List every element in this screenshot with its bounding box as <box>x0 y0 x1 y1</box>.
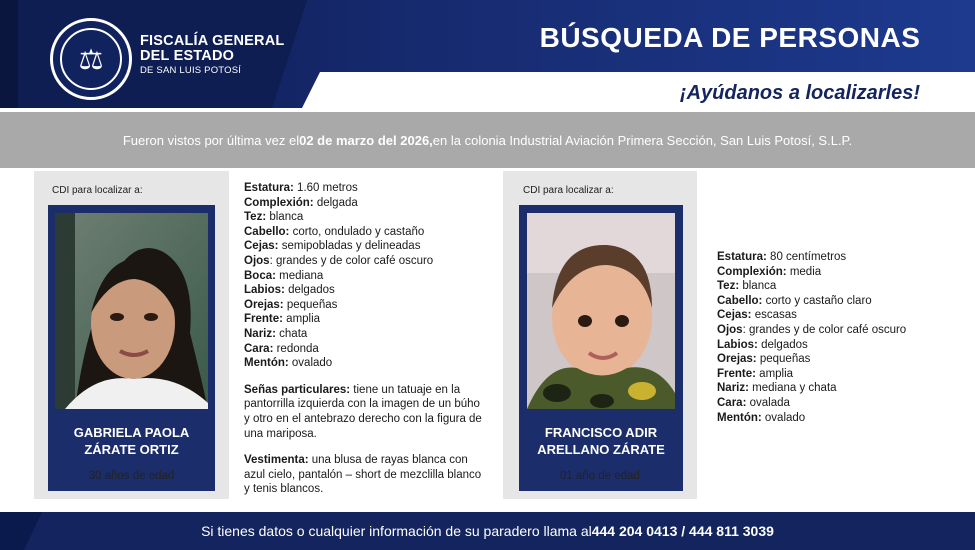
trait-row <box>244 356 484 371</box>
trait-value: ovalada <box>746 396 790 409</box>
trait-label: Cejas: <box>717 309 752 322</box>
trait-value: 80 centímetros <box>766 251 847 263</box>
trait-label: Mentón: <box>244 357 289 370</box>
trait-row <box>244 342 484 357</box>
person-card-2 <box>503 171 697 499</box>
last-seen-banner <box>0 112 975 168</box>
trait-value: ovalado <box>761 411 806 424</box>
trait-row <box>717 308 957 323</box>
traits-list-2 <box>717 250 957 425</box>
trait-value: corto, ondulado y castaño <box>289 225 425 238</box>
trait-row <box>244 210 484 225</box>
trait-label: Labios: <box>717 338 758 351</box>
name-line-2: ARELLANO ZÁRATE <box>537 441 665 457</box>
trait-value: : grandes y de color café oscuro <box>269 254 434 267</box>
trait-row <box>244 312 484 327</box>
trait-row <box>244 196 484 211</box>
trait-label: Mentón: <box>717 411 762 424</box>
trait-label: Nariz: <box>717 382 749 395</box>
trait-value: escasas <box>751 309 797 322</box>
trait-label: Labios: <box>244 284 285 297</box>
trait-label: Cabello: <box>717 294 763 307</box>
senas-label: Señas particulares: <box>244 383 351 396</box>
person-photo-2 <box>527 213 675 409</box>
name-line-2: ZÁRATE ORTIZ <box>84 441 179 457</box>
trait-row <box>244 269 484 284</box>
trait-value: corto y castaño claro <box>762 294 872 307</box>
trait-row <box>717 265 957 280</box>
trait-row <box>717 250 957 265</box>
trait-value: 1.60 metros <box>293 182 358 194</box>
photo-frame <box>519 205 683 491</box>
page-subtitle: ¡Ayúdanos a localizarles! <box>679 82 920 104</box>
trait-label: Frente: <box>244 313 283 326</box>
trait-value: media <box>786 265 822 278</box>
trait-label: Orejas: <box>717 353 757 366</box>
trait-value: mediana <box>275 269 324 282</box>
scales-of-justice-icon: ⚖ <box>60 28 122 90</box>
description-1 <box>244 181 484 497</box>
contact-footer <box>0 512 975 550</box>
person-age-2: 01 año de edad <box>560 470 640 482</box>
trait-value: redonda <box>273 342 319 355</box>
trait-label: Complexión: <box>717 265 787 278</box>
trait-value: ovalado <box>288 357 333 370</box>
trait-value: blanca <box>739 280 777 293</box>
trait-row <box>717 338 957 353</box>
vestimenta-value: una blusa de rayas blanca con azul cielo, pantalón – short de mezclilla blanco y tenis blancos. <box>244 454 482 496</box>
trait-value: amplia <box>755 367 794 380</box>
trait-label: Cabello: <box>244 225 290 238</box>
person-name-2 <box>519 425 683 459</box>
trait-label: Ojos <box>244 254 270 267</box>
trait-label: Estatura: <box>244 182 294 194</box>
trait-label: Frente: <box>717 367 756 380</box>
name-line-1: GABRIELA PAOLA <box>73 425 190 440</box>
trait-row <box>244 239 484 254</box>
trait-value: chata <box>275 327 308 340</box>
trait-label: Ojos <box>717 323 743 336</box>
trait-value: mediana y chata <box>748 382 837 395</box>
trait-value: delgados <box>757 338 808 351</box>
trait-label: Tez: <box>244 211 267 224</box>
cdi-label: CDI para localizar a: <box>52 185 143 196</box>
trait-label: Cara: <box>717 396 747 409</box>
trait-row <box>244 298 484 313</box>
org-line-2: DEL ESTADO <box>140 48 235 65</box>
trait-row <box>717 352 957 367</box>
org-line-3: DE SAN LUIS POTOSÍ <box>140 65 242 77</box>
traits-list-1 <box>244 181 484 371</box>
person-card-1 <box>34 171 229 499</box>
trait-label: Boca: <box>244 269 276 282</box>
trait-row <box>717 396 957 411</box>
trait-label: Estatura: <box>717 251 767 263</box>
org-line-1: FISCALÍA GENERAL <box>140 33 285 49</box>
trait-row <box>244 225 484 240</box>
trait-row <box>717 323 957 338</box>
trait-value: semipobladas y delineadas <box>278 240 421 253</box>
vestimenta-label: Vestimenta: <box>244 454 309 467</box>
trait-label: Nariz: <box>244 327 276 340</box>
trait-row <box>717 367 957 382</box>
footer-text: Si tienes datos o cualquier información de su paradero llama al <box>201 523 592 539</box>
footer-phones: 444 204 0413 / 444 811 3039 <box>591 523 774 539</box>
trait-row <box>244 327 484 342</box>
person-name-1 <box>48 425 215 459</box>
trait-label: Cara: <box>244 342 274 355</box>
photo-frame <box>48 205 215 491</box>
trait-value: pequeñas <box>756 353 811 366</box>
trait-label: Complexión: <box>244 196 314 209</box>
description-2 <box>717 250 957 425</box>
organization-name <box>140 34 284 76</box>
trait-row <box>717 279 957 294</box>
trait-value: blanca <box>266 211 304 224</box>
header-edge <box>0 0 18 108</box>
cdi-label: CDI para localizar a: <box>523 185 614 196</box>
person-photo-1 <box>55 213 208 409</box>
trait-row <box>244 254 484 269</box>
distinctive-marks <box>244 383 484 441</box>
trait-label: Orejas: <box>244 298 284 311</box>
trait-label: Cejas: <box>244 240 279 253</box>
senas-value: tiene un tatuaje en la pantorrilla izquierda con la imagen de un búho y otro en el antebrazo derecho con la figura de una mariposa. <box>244 383 482 440</box>
page-title: BÚSQUEDA DE PERSONAS <box>539 22 921 53</box>
trait-row <box>717 381 957 396</box>
person-age-1: 30 años de edad <box>88 470 175 482</box>
trait-row <box>717 294 957 309</box>
trait-value: pequeñas <box>283 298 338 311</box>
fiscalia-seal-logo <box>50 18 132 100</box>
trait-value: delgada <box>313 196 358 209</box>
clothing <box>244 453 484 497</box>
banner-text-pre: Fueron vistos por última vez el <box>122 132 300 148</box>
trait-label: Tez: <box>717 280 740 293</box>
trait-value: delgados <box>284 284 335 297</box>
banner-date: 02 de marzo del 2026, <box>299 132 433 148</box>
trait-row <box>244 283 484 298</box>
trait-value: amplia <box>282 313 321 326</box>
trait-row <box>244 181 484 196</box>
banner-text-post: en la colonia Industrial Aviación Primera Sección, San Luis Potosí, S.L.P. <box>432 132 853 148</box>
trait-value: : grandes y de color café oscuro <box>742 323 907 336</box>
name-line-1: FRANCISCO ADIR <box>544 425 658 440</box>
trait-row <box>717 411 957 426</box>
